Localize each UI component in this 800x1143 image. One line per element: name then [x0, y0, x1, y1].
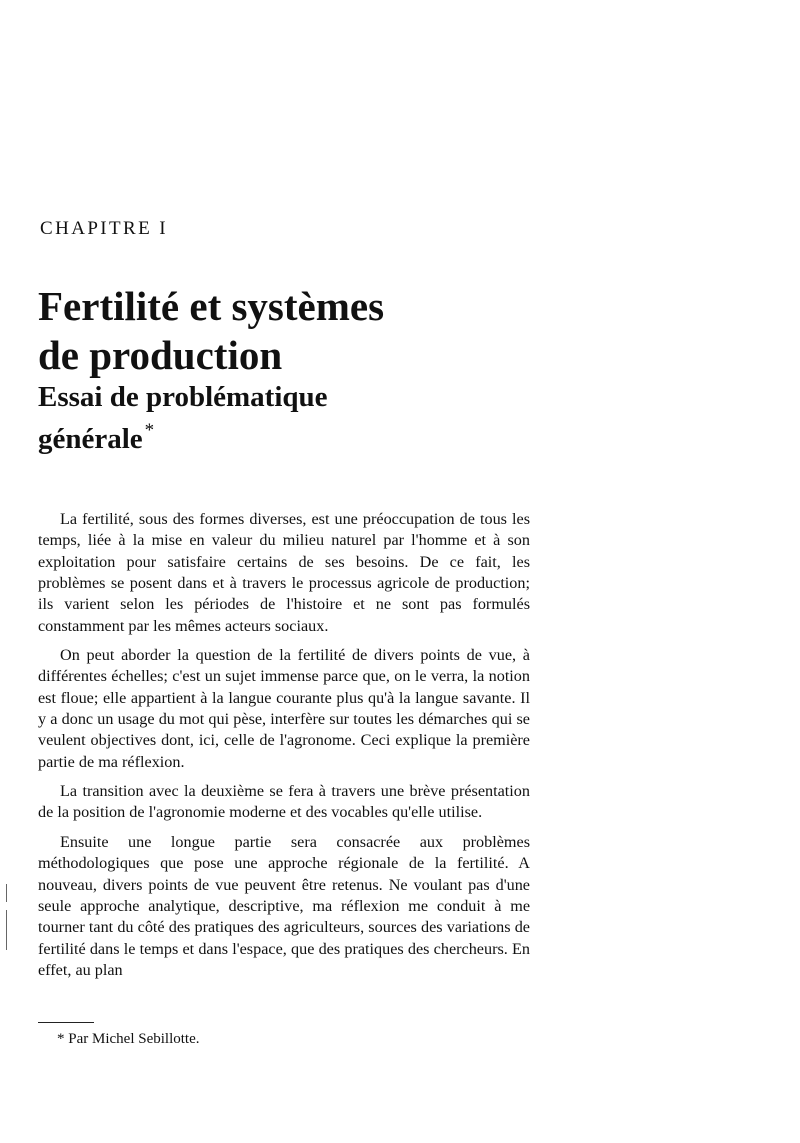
chapter-subtitle-line-1: Essai de problématique	[38, 381, 328, 413]
chapter-label: CHAPITRE I	[40, 218, 168, 239]
paragraph-4: Ensuite une longue partie sera consacrée aux problèmes méthodologiques que pose une approche régionale de la fertilité. A nouveau, divers points de vue peuvent être retenus. Ne voulant pas d'une seule approche analytique, descriptive, ma réflexion me conduit à me tourner tant du côté des pratiques des agriculteurs, sources des variations de fertilité dans le temps et dans l'espace, que des pratiques des chercheurs. En effet, au plan	[38, 832, 530, 979]
footnote-mark: *	[144, 420, 155, 441]
paragraph-3: La transition avec la deuxième se fera à travers une brève présentation de la position de l'agronomie moderne et des vocables qu'elle utilise.	[38, 782, 530, 822]
margin-mark	[6, 910, 7, 950]
chapter-title	[38, 282, 598, 380]
footnote-divider	[38, 1022, 94, 1023]
chapter-subtitle	[38, 380, 498, 456]
paragraph-1: La fertilité, sous des formes diverses, est une préoccupation de tous les temps, liée à la mise en valeur du milieu naturel par l'homme et à son exploitation pour satisfaire certains de ses besoins. De ce fait, les problèmes se posent dans et à travers le processus agricole de production; ils varient selon les périodes de l'histoire et ne sont pas formulés constamment par les mêmes acteurs sociaux.	[38, 510, 530, 635]
footnote: * Par Michel Sebillotte.	[57, 1031, 200, 1047]
chapter-title-line-1: Fertilité et systèmes	[38, 283, 385, 329]
chapter-subtitle-line-2: générale	[38, 423, 143, 455]
paragraph-2: On peut aborder la question de la fertilité de divers points de vue, à différentes échelles; c'est un sujet immense parce que, on le verra, la notion est floue; elle appartient à la langue courante plus qu'à la langue savante. Il y a donc un usage du mot qui pèse, interfère sur toutes les démarches qui se veulent objectives dont, ici, celle de l'agronome. Ceci explique la première partie de ma réflexion.	[38, 646, 530, 771]
body-text	[38, 509, 530, 989]
chapter-title-line-2: de production	[38, 332, 283, 378]
margin-mark	[6, 884, 7, 902]
